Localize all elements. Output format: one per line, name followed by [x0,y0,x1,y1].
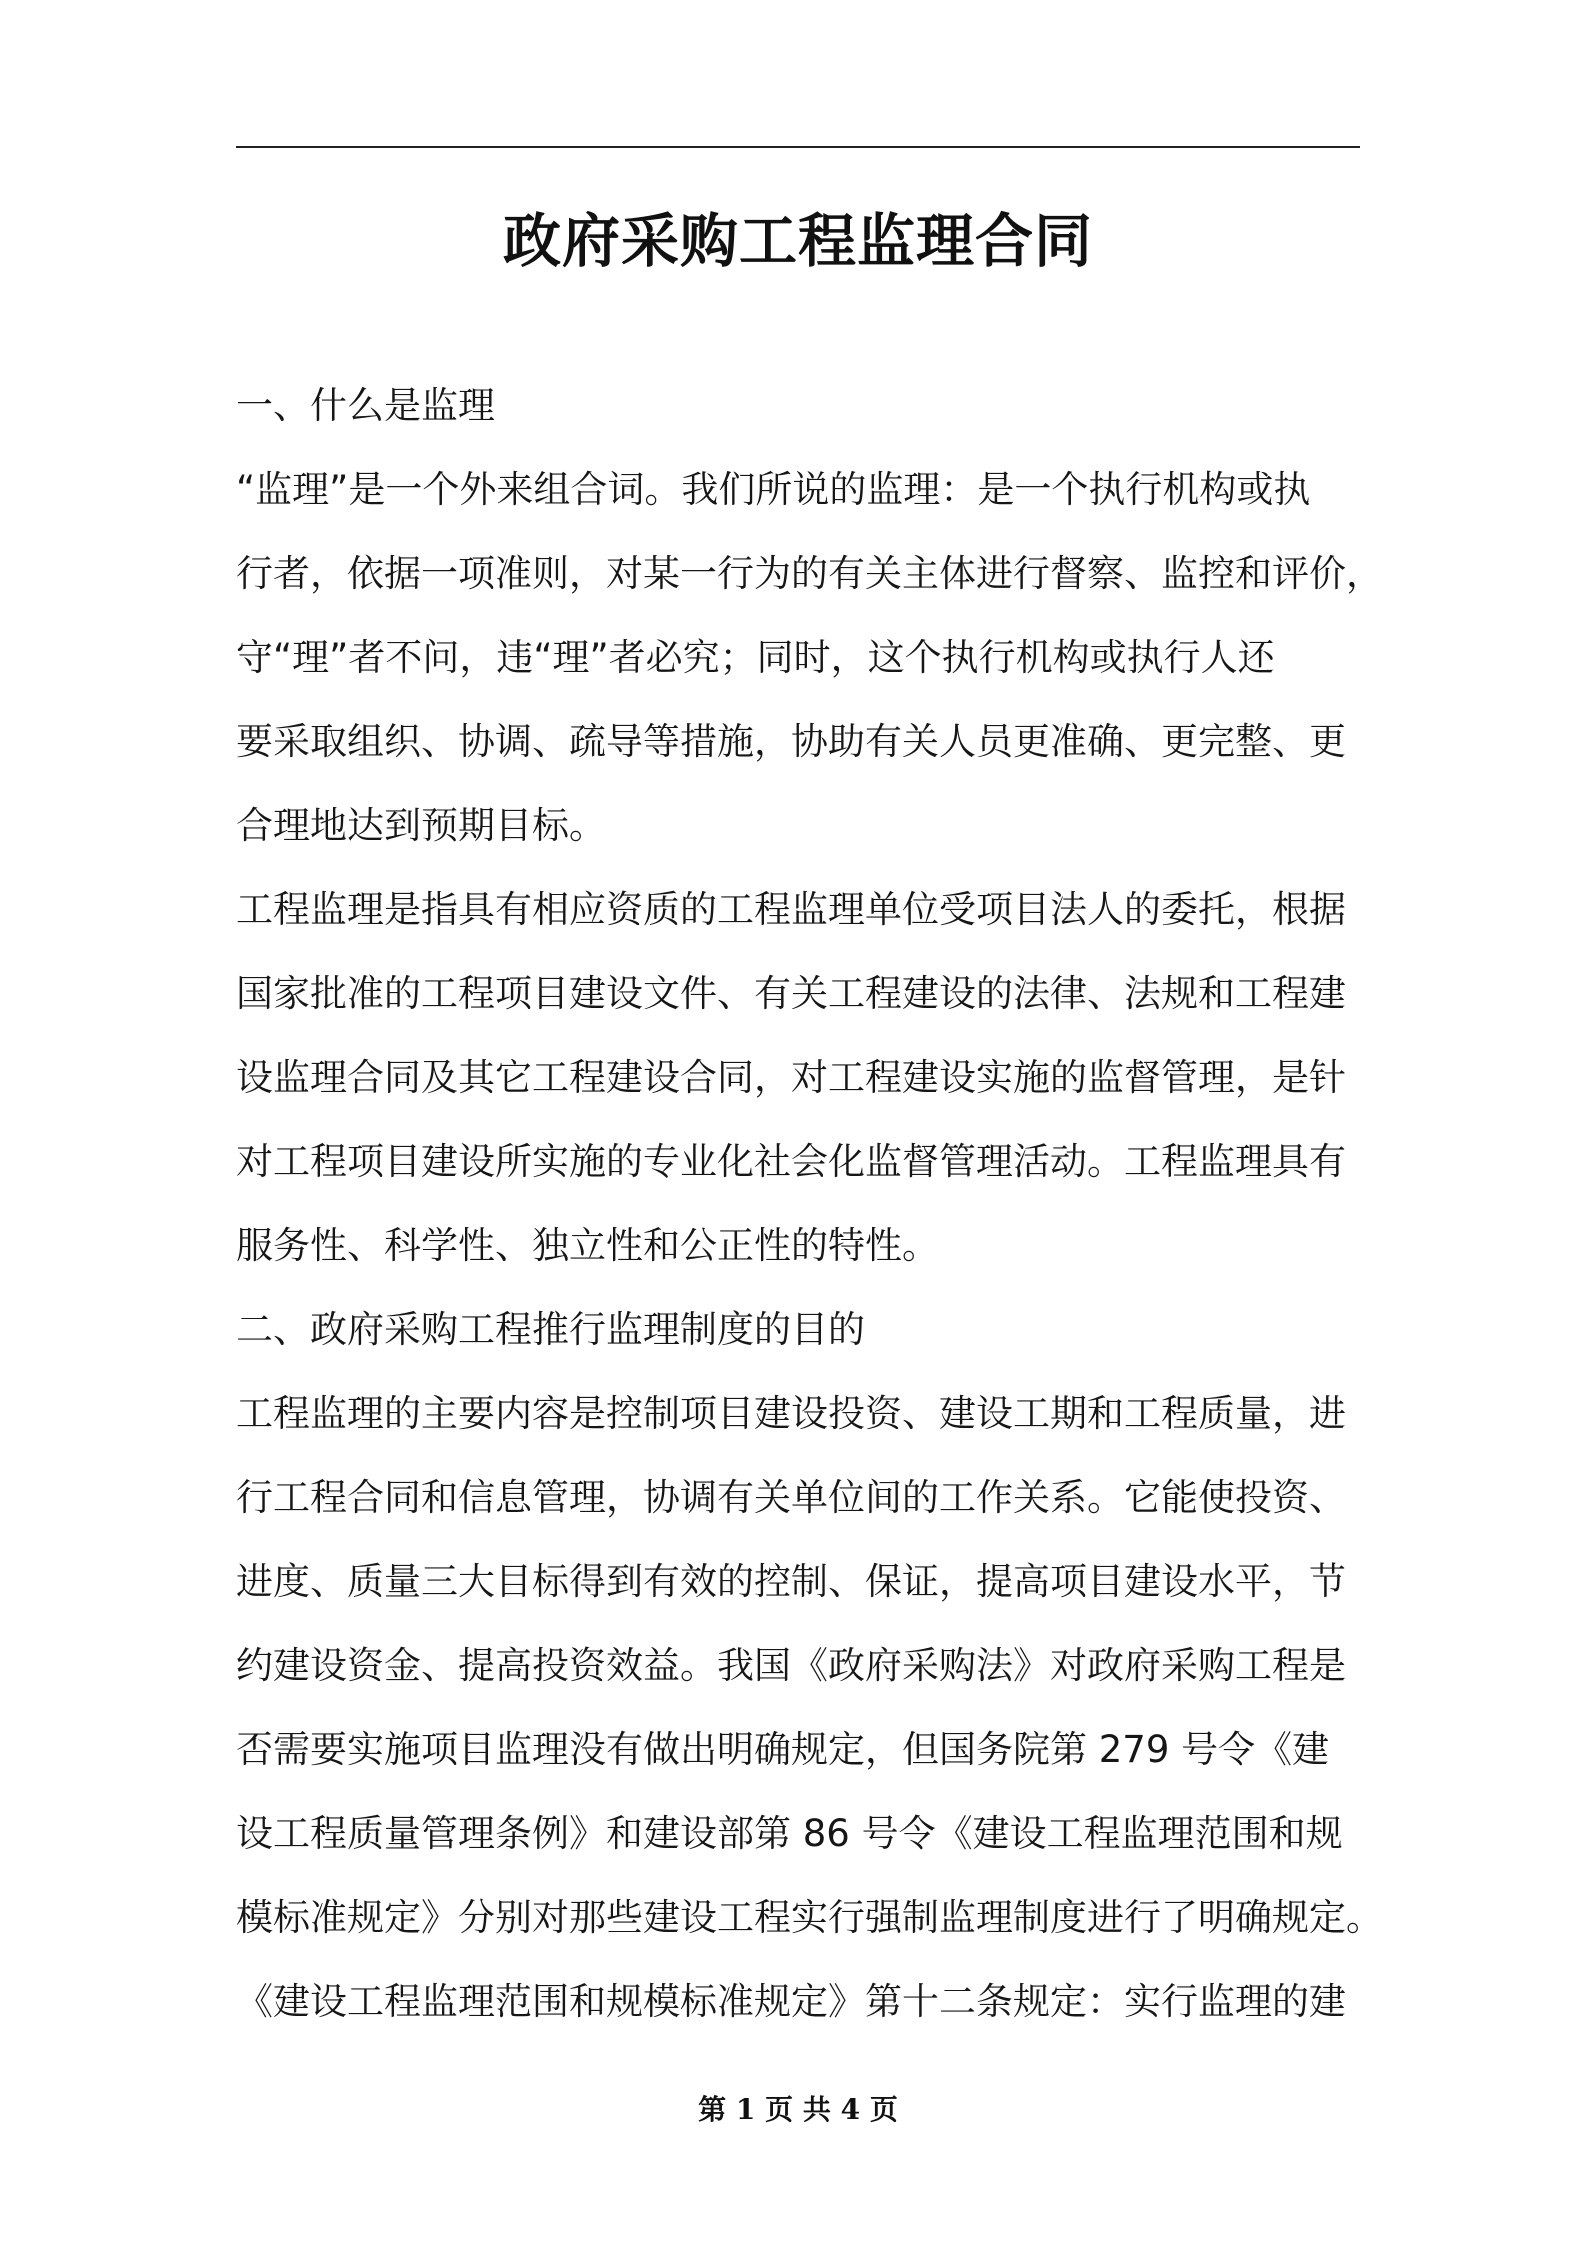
paragraph-line: 工程监理的主要内容是控制项目建设投资、建设工期和工程质量，进 [236,1392,1346,1435]
document-title: 政府采购工程监理合同 [502,207,1093,275]
section-heading-2: 二、政府采购工程推行监理制度的目的 [236,1308,865,1351]
document-body [236,364,1386,2044]
paragraph-line: 守“理”者不问，违“理”者必究；同时，这个执行机构或执行人还 [236,636,1275,679]
paragraph-line: 工程监理是指具有相应资质的工程监理单位受项目法人的委托，根据 [236,888,1346,931]
paragraph-line: 设监理合同及其它工程建设合同，对工程建设实施的监督管理，是针 [236,1056,1346,1099]
paragraph-line: 国家批准的工程项目建设文件、有关工程建设的法律、法规和工程建 [236,972,1346,1015]
paragraph-line: 行者，依据一项准则，对某一行为的有关主体进行督察、监控和评价， [236,552,1383,595]
section-heading-1: 一、什么是监理 [236,384,495,427]
paragraph-line: 合理地达到预期目标。 [236,804,606,847]
paragraph-line: 行工程合同和信息管理，协调有关单位间的工作关系。它能使投资、 [236,1476,1346,1519]
paragraph-line: 要采取组织、协调、疏导等措施，协助有关人员更准确、更完整、更 [236,720,1346,763]
paragraph-line: 进度、质量三大目标得到有效的控制、保证，提高项目建设水平，节 [236,1560,1346,1603]
paragraph-line: 模标准规定》分别对那些建设工程实行强制监理制度进行了明确规定。 [236,1896,1383,1939]
paragraph-line: 服务性、科学性、独立性和公正性的特性。 [236,1224,939,1267]
paragraph-line: 设工程质量管理条例》和建设部第 86 号令《建设工程监理范围和规 [236,1812,1343,1855]
paragraph-line: 约建设资金、提高投资效益。我国《政府采购法》对政府采购工程是 [236,1644,1346,1687]
page-number-footer: 第 1 页 共 4 页 [698,2093,898,2126]
paragraph-line: “监理”是一个外来组合词。我们所说的监理：是一个执行机构或执 [236,468,1311,511]
paragraph-line: 对工程项目建设所实施的专业化社会化监督管理活动。工程监理具有 [236,1140,1346,1183]
header-rule [236,146,1360,148]
paragraph-line: 《建设工程监理范围和规模标准规定》第十二条规定：实行监理的建 [236,1980,1346,2023]
paragraph-line: 否需要实施项目监理没有做出明确规定，但国务院第 279 号令《建 [236,1728,1330,1771]
